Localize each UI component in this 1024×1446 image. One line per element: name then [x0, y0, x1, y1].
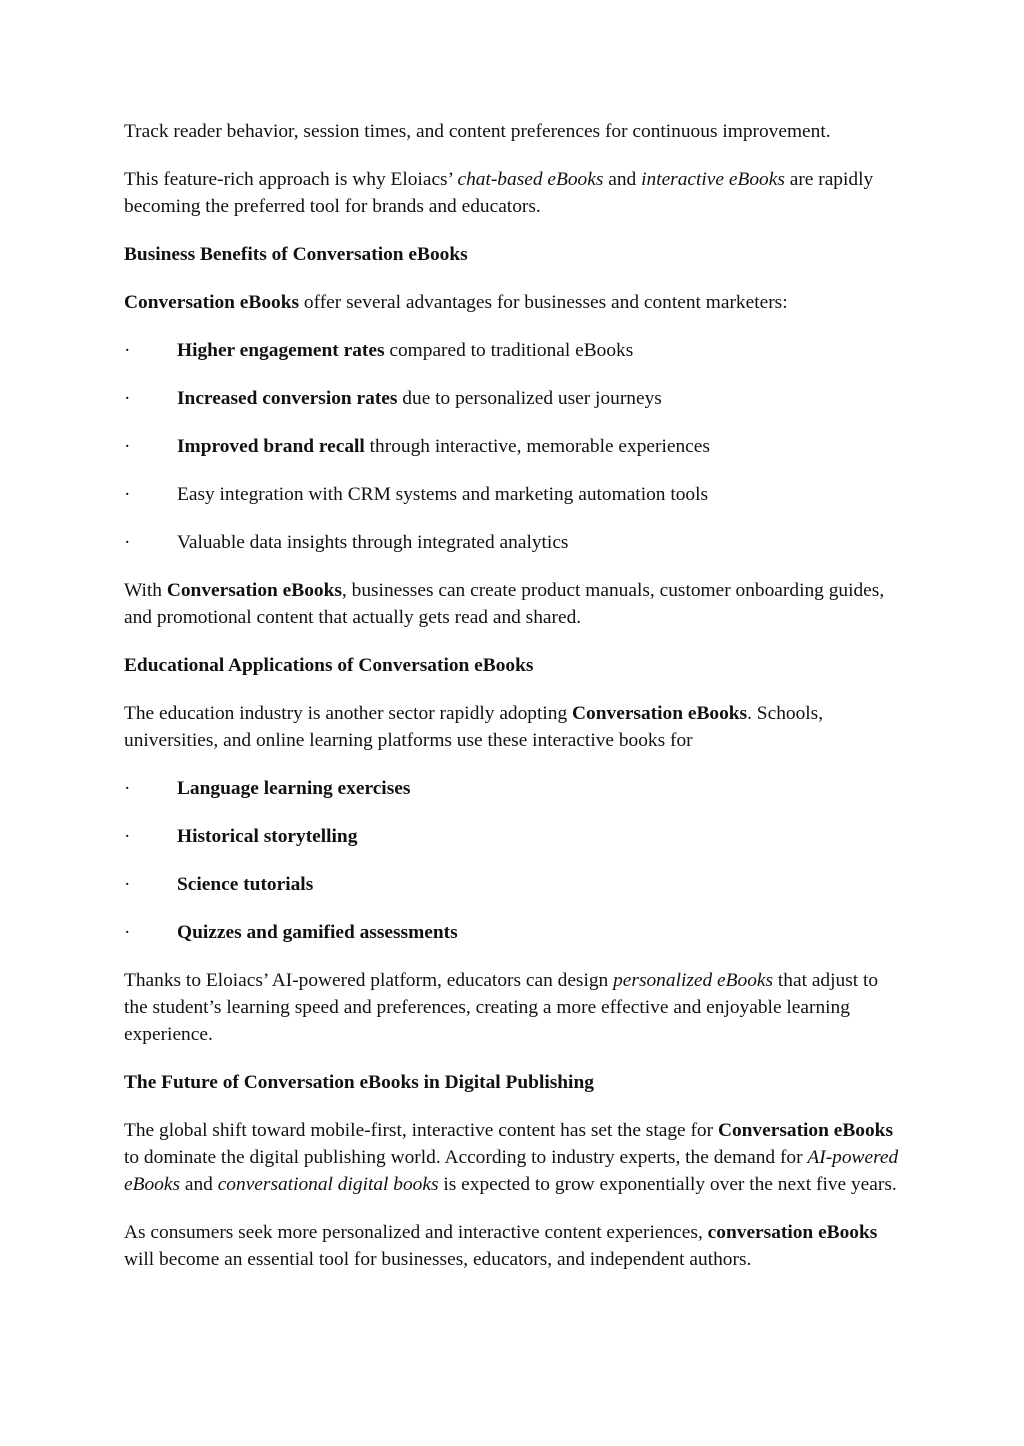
paragraph-global-shift: The global shift toward mobile-first, interactive content has set the stage for Conversation eBooks to dominate the digital publishing world. According to industry experts, the demand for AI-powered eBooks and conversational digital books is expected to grow exponentially over the next five years. — [124, 1120, 899, 1195]
italic-ai-powered: AI-powered eBooks — [124, 1147, 899, 1195]
paragraph-consumers: As consumers seek more personalized and interactive content experiences, conversation eBooks will become an essential tool for businesses, educators, and independent authors. — [124, 1222, 878, 1270]
list-item: · Improved brand recall through interactive, memorable experiences — [124, 433, 904, 460]
paragraph-feature-rich: This feature-rich approach is why Eloiacs’ chat-based eBooks and interactive eBooks are rapidly becoming the preferred tool for brands and educators. — [124, 169, 874, 217]
list-item: · Increased conversion rates due to personalized user journeys — [124, 385, 904, 412]
italic-conversational: conversational digital books — [217, 1174, 439, 1195]
heading-educational-applications: Educational Applications of Conversation eBooks — [124, 655, 534, 676]
paragraph-advantages: Conversation eBooks offer several advantages for businesses and content marketers: — [124, 292, 788, 313]
paragraph-education-industry: The education industry is another sector rapidly adopting Conversation eBooks. Schools, universities, and online learning platforms use these interactive books for — [124, 703, 824, 751]
bullet-mark: · — [124, 778, 131, 799]
italic-personalized: personalized eBooks — [613, 970, 774, 991]
list-item: · Language learning exercises — [124, 775, 904, 802]
bullet-mark: · — [124, 340, 131, 361]
list-item: · Historical storytelling — [124, 823, 904, 850]
list-item: · Quizzes and gamified assessments — [124, 919, 904, 946]
italic-interactive: interactive eBooks — [641, 169, 785, 190]
educational-uses-list — [124, 775, 904, 946]
heading-business-benefits: Business Benefits of Conversation eBooks — [124, 244, 468, 265]
bullet-mark: · — [124, 436, 131, 457]
bullet-mark: · — [124, 388, 131, 409]
paragraph-with-conversation: With Conversation eBooks, businesses can create product manuals, customer onboarding guides, and promotional content that actually gets read and shared. — [124, 580, 885, 628]
list-item: · Science tutorials — [124, 871, 904, 898]
bullet-mark: · — [124, 874, 131, 895]
list-item: · Valuable data insights through integrated analytics — [124, 529, 904, 556]
business-benefits-list — [124, 337, 904, 556]
heading-future: The Future of Conversation eBooks in Digital Publishing — [124, 1072, 594, 1093]
bullet-mark: · — [124, 826, 131, 847]
list-item: · Higher engagement rates compared to traditional eBooks — [124, 337, 904, 364]
document-page — [124, 118, 904, 1294]
paragraph-thanks-to-eloiacs: Thanks to Eloiacs’ AI-powered platform, educators can design personalized eBooks that adjust to the student’s learning speed and preferences, creating a more effective and enjoyable learning experience. — [124, 970, 879, 1045]
paragraph-tracking: Track reader behavior, session times, and content preferences for continuous improvement. — [124, 121, 831, 142]
bullet-mark: · — [124, 922, 131, 943]
bullet-mark: · — [124, 532, 131, 553]
italic-chat-based: chat-based eBooks — [457, 169, 604, 190]
bullet-mark: · — [124, 484, 131, 505]
list-item: · Easy integration with CRM systems and marketing automation tools — [124, 481, 904, 508]
